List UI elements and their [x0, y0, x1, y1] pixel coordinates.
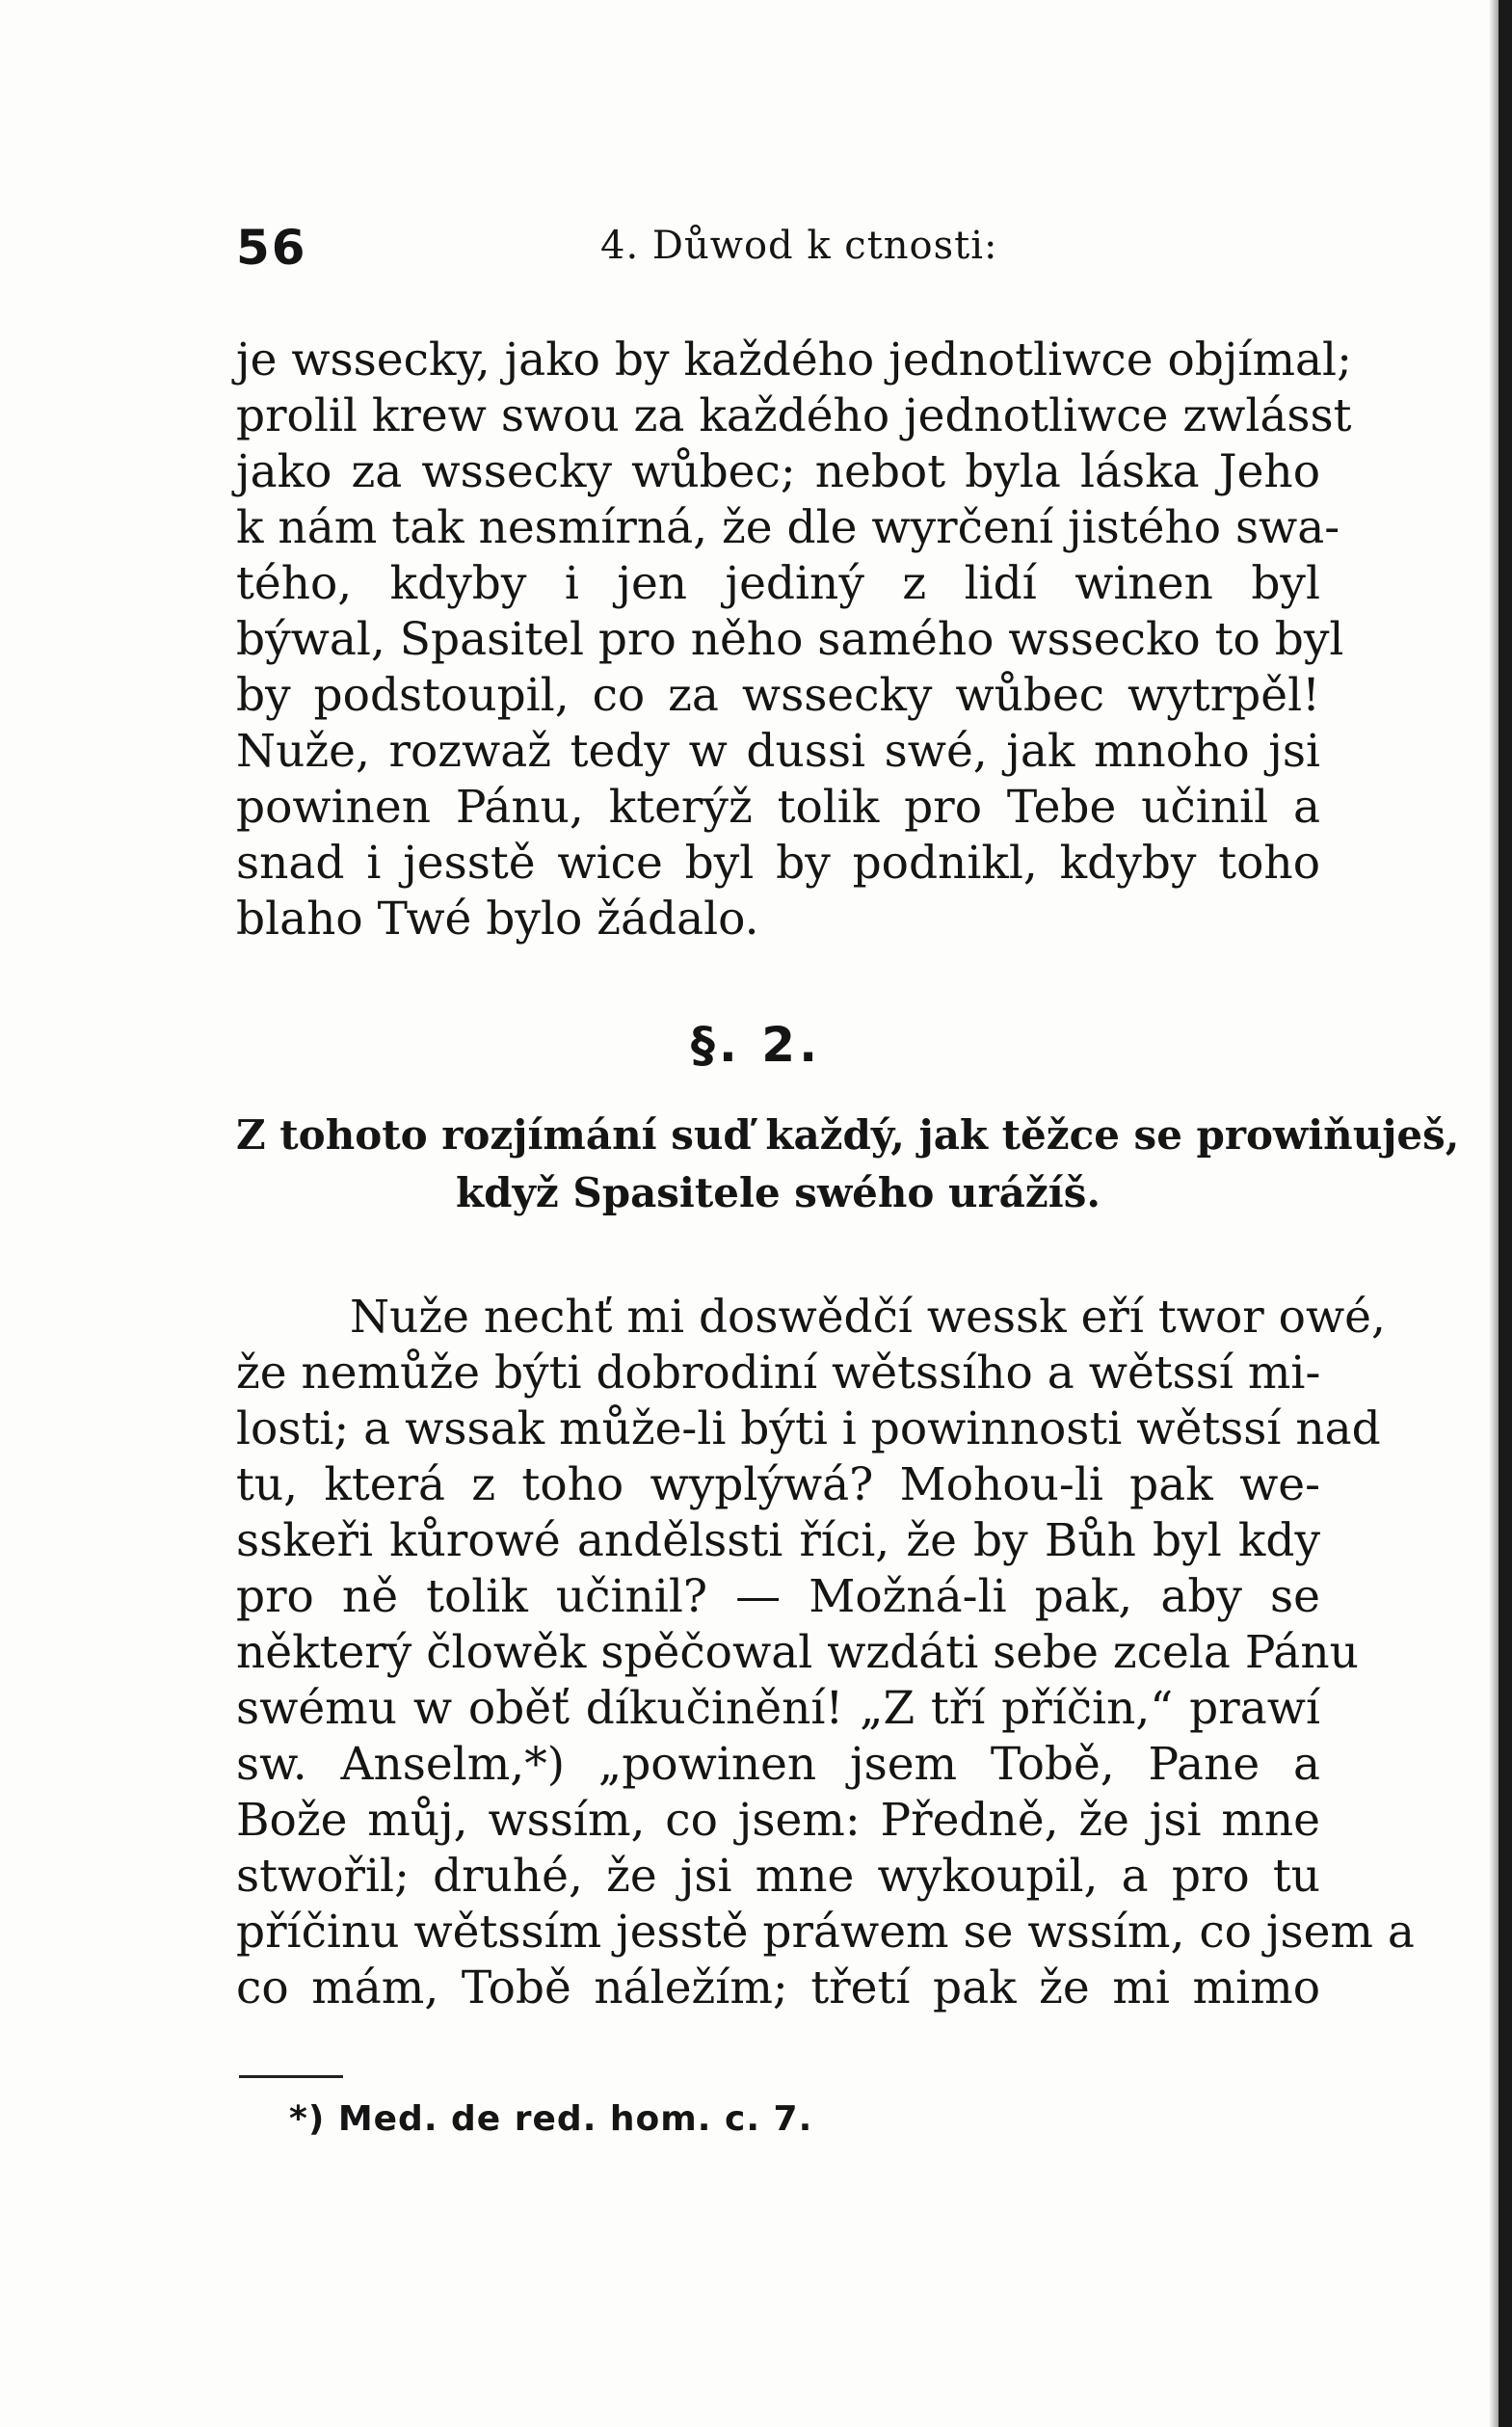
text-line: tu, která z toho wyplýwá? Mohou-li pak we-: [236, 1458, 1320, 1511]
scan-edge-shadow: [1489, 0, 1499, 2427]
page-number: 56: [236, 220, 307, 276]
section-number: §. 2.: [690, 1017, 822, 1073]
section-title: [236, 1107, 1460, 1222]
text-line: stwořil; druhé, že jsi mne wykoupil, a pro tu: [236, 1850, 1320, 1903]
text-line: snad i jesstě wice byl by podnikl, kdyby toho: [236, 837, 1320, 890]
scan-edge: [1499, 0, 1512, 2427]
text-line: co mám, Tobě náležím; třetí pak že mi mimo: [236, 1961, 1320, 2014]
text-line: blaho Twé bylo žádalo.: [236, 893, 759, 946]
text-line: je wssecky, jako by každého jednotliwce objímal;: [236, 333, 1352, 387]
text-line: tého, kdyby i jen jediný z lidí winen byl: [236, 557, 1320, 610]
footnote: *) Med. de red. hom. c. 7.: [289, 2099, 813, 2139]
paragraph-main: [236, 1290, 1415, 2016]
text-line: býwal, Spasitel pro něho samého wsseckо to byl: [236, 613, 1344, 666]
text-line: sw. Anselm,*) „powinen jsem Tobě, Pane a: [236, 1738, 1320, 1791]
text-line: jako za wssecky wůbec; nebot byla láska Jeho: [236, 445, 1320, 498]
page-header: [236, 220, 1315, 278]
text-line: pro ně tolik učinil? — Možná-li pak, aby se: [236, 1570, 1320, 1623]
text-line: Bože můj, wssím, co jsem: Předně, že jsi mne: [236, 1794, 1320, 1847]
text-line: k nám tak nesmírná, že dle wyrčení jistého swa-: [236, 501, 1340, 554]
running-head: 4. Důwod k ctnosti:: [600, 224, 998, 268]
section-title-line: když Spasitele swého urážíš.: [456, 1169, 1101, 1216]
text-line: některý člowěk spěčowal wzdáti sebe zcela Pánu: [236, 1626, 1359, 1679]
text-line: by podstoupil, co za wssecky wůbec wytrpěl!: [236, 669, 1320, 722]
text-line: prolil krew swou za každého jednotliwce zwlásst: [236, 389, 1352, 442]
paragraph-continuation: [236, 333, 1352, 947]
text-line: losti; a wssak může-li býti i powinnosti wětssí nad: [236, 1402, 1381, 1455]
text-line: sskeři kůrowé andělssti říci, že by Bůh byl kdy: [236, 1514, 1320, 1567]
text-line: Nuže, rozwaž tedy w dussi swé, jak mnoho jsi: [236, 725, 1320, 778]
text-line: že nemůže býti dobrodiní wětssího a wětssí mi-: [236, 1347, 1321, 1400]
text-line: Nuže nechť mi doswědčí wessk eří twor owé,: [350, 1291, 1386, 1344]
footnote-divider: [239, 2075, 343, 2078]
text-line: swému w oběť díkučinění! „Z tří příčin,“ prawí: [236, 1682, 1320, 1735]
text-line: powinen Pánu, kterýž tolik pro Tebe učinil a: [236, 781, 1320, 834]
text-line: příčinu wětssím jesstě práwem se wssím, co jsem a: [236, 1906, 1415, 1959]
section-title-line: Z tohoto rozjímání suď každý, jak těžce se prowiňuješ,: [236, 1111, 1460, 1159]
